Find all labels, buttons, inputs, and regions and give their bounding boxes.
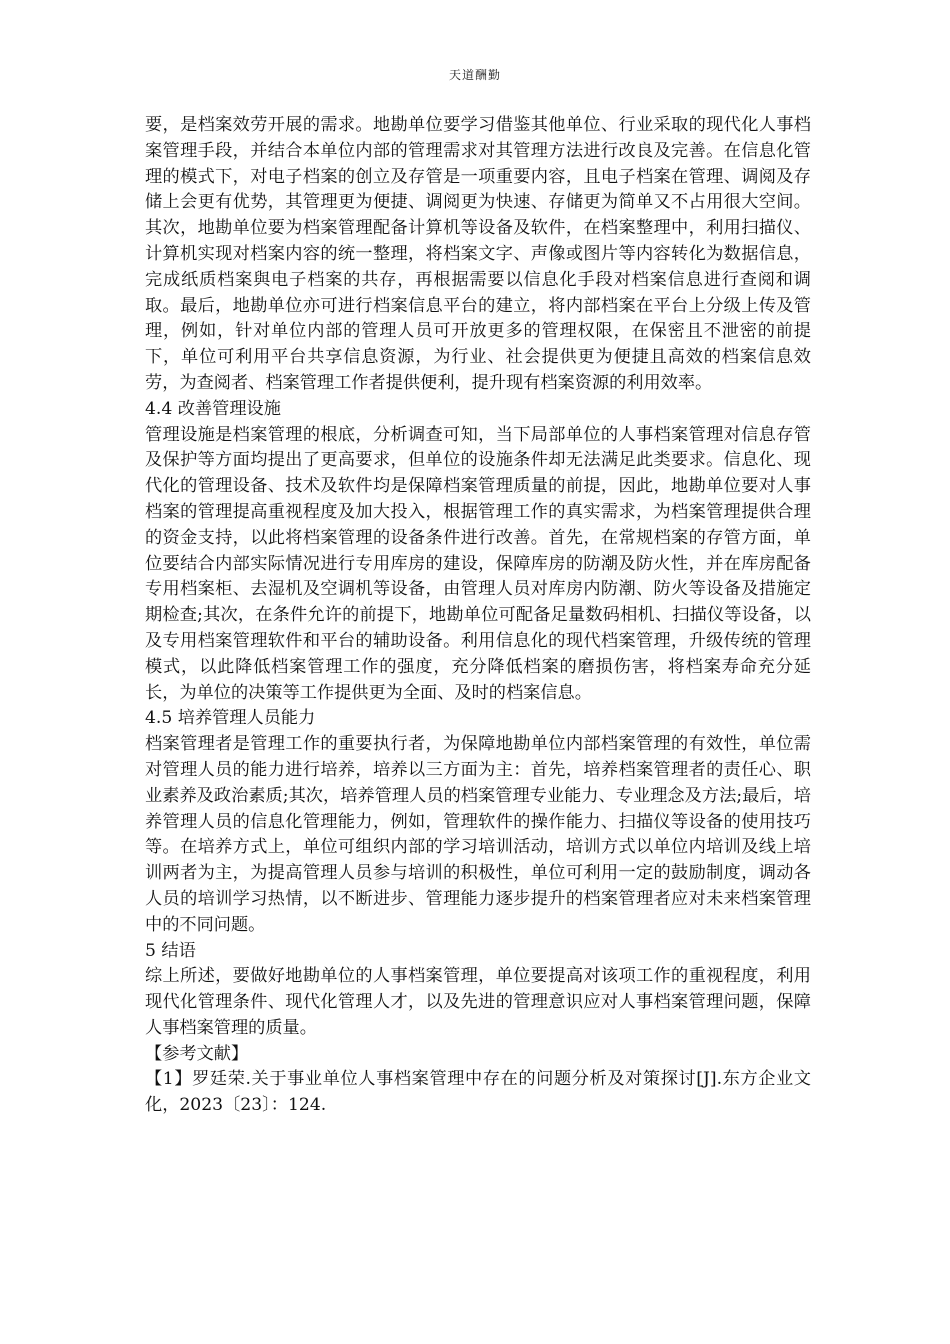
section-heading-4-5: 4.5 培养管理人员能力 <box>145 708 316 729</box>
section-heading-5: 5 结语 <box>145 940 196 961</box>
paragraph-digital-archives: 要，是档案效劳开展的需求。地勘单位要学习借鉴其他单位、行业采取的现代化人事档案管理手段，并结合本单位内部的管理需求对其管理方法进行改良及完善。在信息化管理的模式下，对电子档案的创立及存管是一项重要内容，且电子档案在管理、调阅及存储上会更有优势，其管理更为便捷、调阅更为快速、存储更为简单又不占用很大空间。其次，地勘单位要为档案管理配备计算机等设备及软件，在档案整理中，利用扫描仪、计算机实现对档案内容的统一整理，将档案文字、声像或图片等内容转化为数据信息，完成纸质档案與电子档案的共存，再根据需要以信息化手段对档案信息进行查阅和调取。最后，地勘单位亦可进行档案信息平台的建立，将内部档案在平台上分级上传及管理，例如，针对单位内部的管理人员可开放更多的管理权限，在保密且不泄密的前提下，单位可利用平台共享信息资源，为行业、社会提供更为便捷且高效的档案信息效劳，为查阅者、档案管理工作者提供便利，提升现有档案资源的利用效率。 <box>145 115 811 393</box>
paragraph-facilities: 管理设施是档案管理的根底，分析调查可知，当下局部单位的人事档案管理对信息存管及保护等方面均提出了更高要求，但单位的设施条件却无法满足此类要求。信息化、现代化的管理设备、技术及软件均是保障档案管理质量的前提，因此，地勘单位要对人事档案的管理提高重视程度及加大投入，根据管理工作的真实需求，为档案管理提供合理的资金支持，以此将档案管理的设备条件进行改善。首先，在常规档案的存管方面，单位要结合内部实际情况进行专用库房的建设，保障库房的防潮及防火性，并在库房配备专用档案柜、去湿机及空调机等设备，由管理人员对库房内防潮、防火等设备及措施定期检查;其次，在条件允许的前提下，地勘单位可配备足量数码相机、扫描仪等设备，以及专用档案管理软件和平台的辅助设备。利用信息化的现代档案管理，升级传统的管理模式，以此降低档案管理工作的强度，充分降低档案的磨损伤害，将档案寿命充分延长，为单位的决策等工作提供更为全面、及时的档案信息。 <box>145 424 811 703</box>
reference-entry: 【1】罗廷荣.关于事业单位人事档案管理中存在的问题分析及对策探讨[J].东方企业文化，2023〔23〕：124. <box>145 1069 811 1116</box>
section-heading-4-4: 4.4 改善管理设施 <box>145 398 281 419</box>
paragraph-staff-training: 档案管理者是管理工作的重要执行者，为保障地勘单位内部档案管理的有效性，单位需对管理人员的能力进行培养，培养以三方面为主：首先，培养档案管理者的责任心、职业素养及政治素质;其次，培养管理人员的档案管理专业能力、专业理念及方法;最后，培养管理人员的信息化管理能力，例如，管理软件的操作能力、扫描仪等设备的使用技巧等。在培养方式上，单位可组织内部的学习培训活动，培训方式以单位内培训及线上培训两者为主，为提高管理人员参与培训的积极性，单位可利用一定的鼓励制度，调动各人员的培训学习热情，以不断进步、管理能力逐步提升的档案管理者应对未来档案管理中的不同问题。 <box>145 734 811 935</box>
references-title: 【参考文献】 <box>145 1043 249 1064</box>
paragraph-conclusion: 综上所述，要做好地勘单位的人事档案管理，单位要提高对该项工作的重视程度，利用现代化管理条件、现代化管理人才，以及先进的管理意识应对人事档案管理问题，保障人事档案管理的质量。 <box>145 966 811 1038</box>
document-body <box>145 113 811 1119</box>
page-header: 天道酬勤 <box>448 68 501 82</box>
